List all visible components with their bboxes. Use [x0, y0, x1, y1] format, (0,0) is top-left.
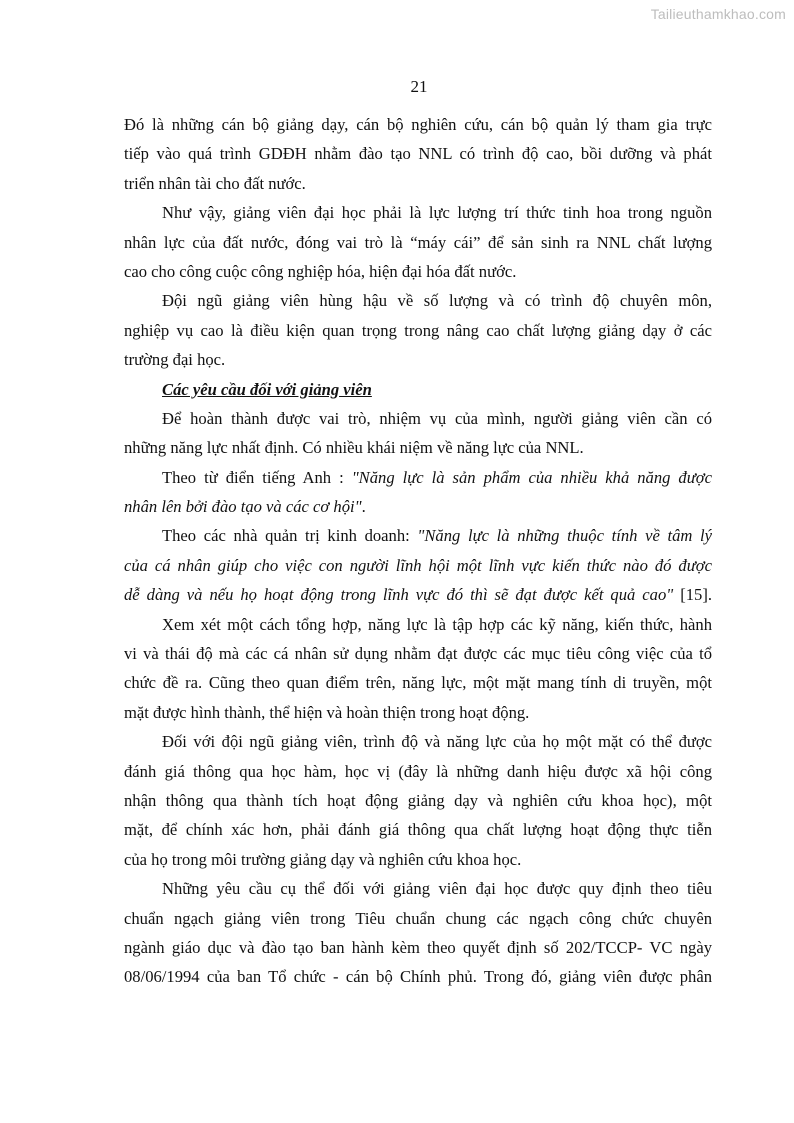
text-line: cao cho công cuộc công nghiệp hóa, hiện đại hóa đất nước.	[124, 261, 517, 281]
text-line: Đội ngũ giảng viên hùng hậu về số lượng và có trình độ chuyên môn,	[162, 291, 712, 311]
quote-text: dễ dàng và nếu họ hoạt động trong lĩnh vực đó thì sẽ đạt được kết quả cao"	[124, 585, 674, 605]
text-line	[124, 551, 712, 580]
document-body	[124, 110, 712, 992]
text-line	[124, 463, 712, 492]
text-line: nhân lực của đất nước, đóng vai trò là “máy cái” để sản sinh ra NNL chất lượng	[124, 232, 712, 252]
text-line: những năng lực nhất định. Có nhiều khái niệm về năng lực của NNL.	[124, 438, 584, 458]
text-line: đánh giá thông qua học hàm, học vị (đây là những danh hiệu được xã hội công	[124, 761, 712, 781]
text-line: của họ trong môi trường giảng dạy và nghiên cứu khoa học.	[124, 849, 522, 869]
text-line: nghiệp vụ cao là điều kiện quan trọng trong nâng cao chất lượng giảng dạy ở các	[124, 320, 712, 340]
text-line: nhận thông qua thành tích hoạt động giảng dạy và nghiên cứu khoa học), một	[124, 790, 712, 810]
text-line: mặt được hình thành, thể hiện và hoàn thiện trong hoạt động.	[124, 702, 530, 722]
text-line: triển nhân tài cho đất nước.	[124, 173, 306, 193]
text-line	[124, 492, 712, 521]
text-line: tiếp vào quá trình GDĐH nhằm đào tạo NNL có trình độ cao, bồi dưỡng và phát	[124, 144, 712, 164]
quote-text: "Năng lực là sản phẩm của nhiều khả năng được	[351, 467, 712, 487]
page-number: 21	[410, 77, 428, 96]
text-line: Những yêu cầu cụ thể đối với giảng viên đại học được quy định theo tiêu	[162, 879, 712, 899]
quote-text: "Năng lực là những thuộc tính về tâm lý	[417, 526, 712, 546]
text-line: Đối với đội ngũ giảng viên, trình độ và năng lực của họ một mặt có thể được	[162, 732, 712, 752]
text-line: Xem xét một cách tổng hợp, năng lực là tập hợp các kỹ năng, kiến thức, hành	[162, 614, 712, 634]
text-run: .	[361, 497, 366, 517]
citation: [15].	[673, 585, 712, 605]
text-run: Theo từ điển tiếng Anh :	[162, 467, 352, 487]
text-line: ngành giáo dục và đào tạo ban hành kèm theo quyết định số 202/TCCP- VC ngày	[124, 937, 712, 957]
quote-text: của cá nhân giúp cho việc con người lĩnh hội một lĩnh vực kiến thức nào đó được	[124, 555, 712, 575]
text-line: Đó là những cán bộ giảng dạy, cán bộ nghiên cứu, cán bộ quản lý tham gia trực	[124, 115, 712, 134]
text-line: chức đề ra. Cũng theo quan điểm trên, năng lực, một mặt mang tính di truyền, một	[124, 673, 712, 693]
text-line: trường đại học.	[124, 350, 226, 370]
text-line: chuẩn ngạch giảng viên trong Tiêu chuẩn chung các ngạch công chức chuyên	[124, 908, 712, 928]
watermark: Tailieuthamkhao.com	[650, 6, 786, 22]
text-line	[124, 521, 712, 550]
text-line: Như vậy, giảng viên đại học phải là lực lượng trí thức tinh hoa trong nguồn	[162, 203, 712, 223]
text-run: Theo các nhà quản trị kinh doanh:	[162, 526, 418, 546]
text-line: vi và thái độ mà các cá nhân sử dụng nhằm đạt được các mục tiêu công việc của tổ	[124, 644, 712, 664]
text-line: Để hoàn thành được vai trò, nhiệm vụ của mình, người giảng viên cần có	[162, 408, 712, 428]
quote-text: nhân lên bởi đào tạo và các cơ hội"	[124, 497, 362, 517]
text-line: mặt, để chính xác hơn, phải đánh giá thông qua chất lượng hoạt động thực tiễn	[124, 820, 712, 840]
section-heading: Các yêu cầu đối với giảng viên	[162, 379, 372, 399]
text-line: 08/06/1994 của ban Tổ chức - cán bộ Chính phủ. Trong đó, giảng viên được phân	[124, 967, 712, 987]
text-line	[124, 580, 712, 609]
